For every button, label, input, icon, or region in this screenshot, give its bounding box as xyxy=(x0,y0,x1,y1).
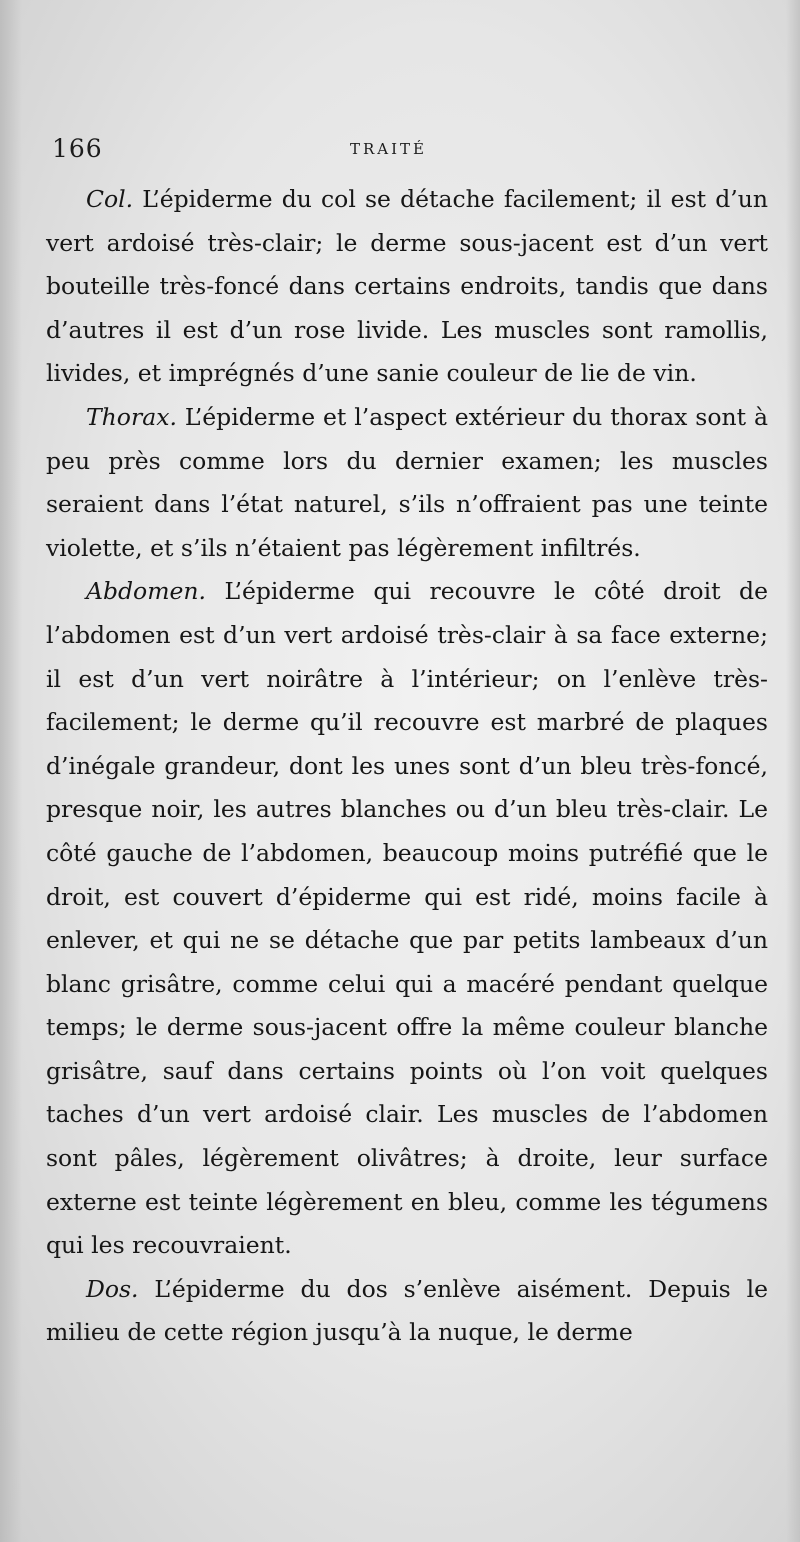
paragraph-lead: Dos. xyxy=(86,1274,139,1303)
paragraph-lead: Thorax. xyxy=(86,402,177,431)
running-title: TRAITÉ xyxy=(350,140,428,158)
paragraph-text: L’épiderme et l’aspect extérieur du thorax sont à peu près comme lors du dernier examen; les muscles seraient dans l’état naturel, s’ils n’offraient pas une teinte violette, et s’ils n’étaient pas légèrement infiltrés. xyxy=(46,402,768,562)
paragraph-dos xyxy=(46,1268,768,1355)
paragraph-col xyxy=(46,178,768,396)
paragraph-text: L’épiderme du col se détache facilement; il est d’un vert ardoisé très-clair; le derme sous-jacent est d’un vert bouteille très-foncé dans certains endroits, tandis que dans d’autres il est d’un rose livide. Les muscles sont ramollis, livides, et imprégnés d’une sanie couleur de lie de vin. xyxy=(46,185,768,388)
running-head xyxy=(0,128,800,168)
spine-shadow xyxy=(0,0,22,1542)
page-edge-shadow xyxy=(786,0,800,1542)
text-body xyxy=(46,178,768,1355)
paragraph-text: L’épiderme du dos s’enlève aisément. Depuis le milieu de cette région jusqu’à la nuque, le derme xyxy=(46,1274,768,1347)
paragraph-text: L’épiderme qui recouvre le côté droit de l’abdomen est d’un vert ardoisé très-clair à sa face externe; il est d’un vert noirâtre à l’intérieur; on l’enlève très-facilement; le derme qu’il recouvre est marbré de plaques d’inégale grandeur, dont les unes sont d’un bleu très-foncé, presque noir, les autres blanches ou d’un bleu très-clair. Le côté gauche de l’abdomen, beaucoup moins putréfié que le droit, est couvert d’épiderme qui est ridé, moins facile à enlever, et qui ne se détache que par petits lambeaux d’un blanc grisâtre, comme celui qui a macéré pendant quelque temps; le derme sous-jacent offre la même couleur blanche grisâtre, sauf dans certains points où l’on voit quelques taches d’un vert ardoisé clair. Les muscles de l’abdomen sont pâles, légèrement olivâtres; à droite, leur surface externe est teinte légèrement en bleu, comme les tégumens qui les recouvraient. xyxy=(46,577,768,1260)
paragraph-abdomen xyxy=(46,570,768,1268)
paragraph-lead: Col. xyxy=(86,185,134,213)
page-number: 166 xyxy=(52,134,103,163)
paragraph-thorax xyxy=(46,396,768,570)
paragraph-lead: Abdomen. xyxy=(86,577,207,606)
